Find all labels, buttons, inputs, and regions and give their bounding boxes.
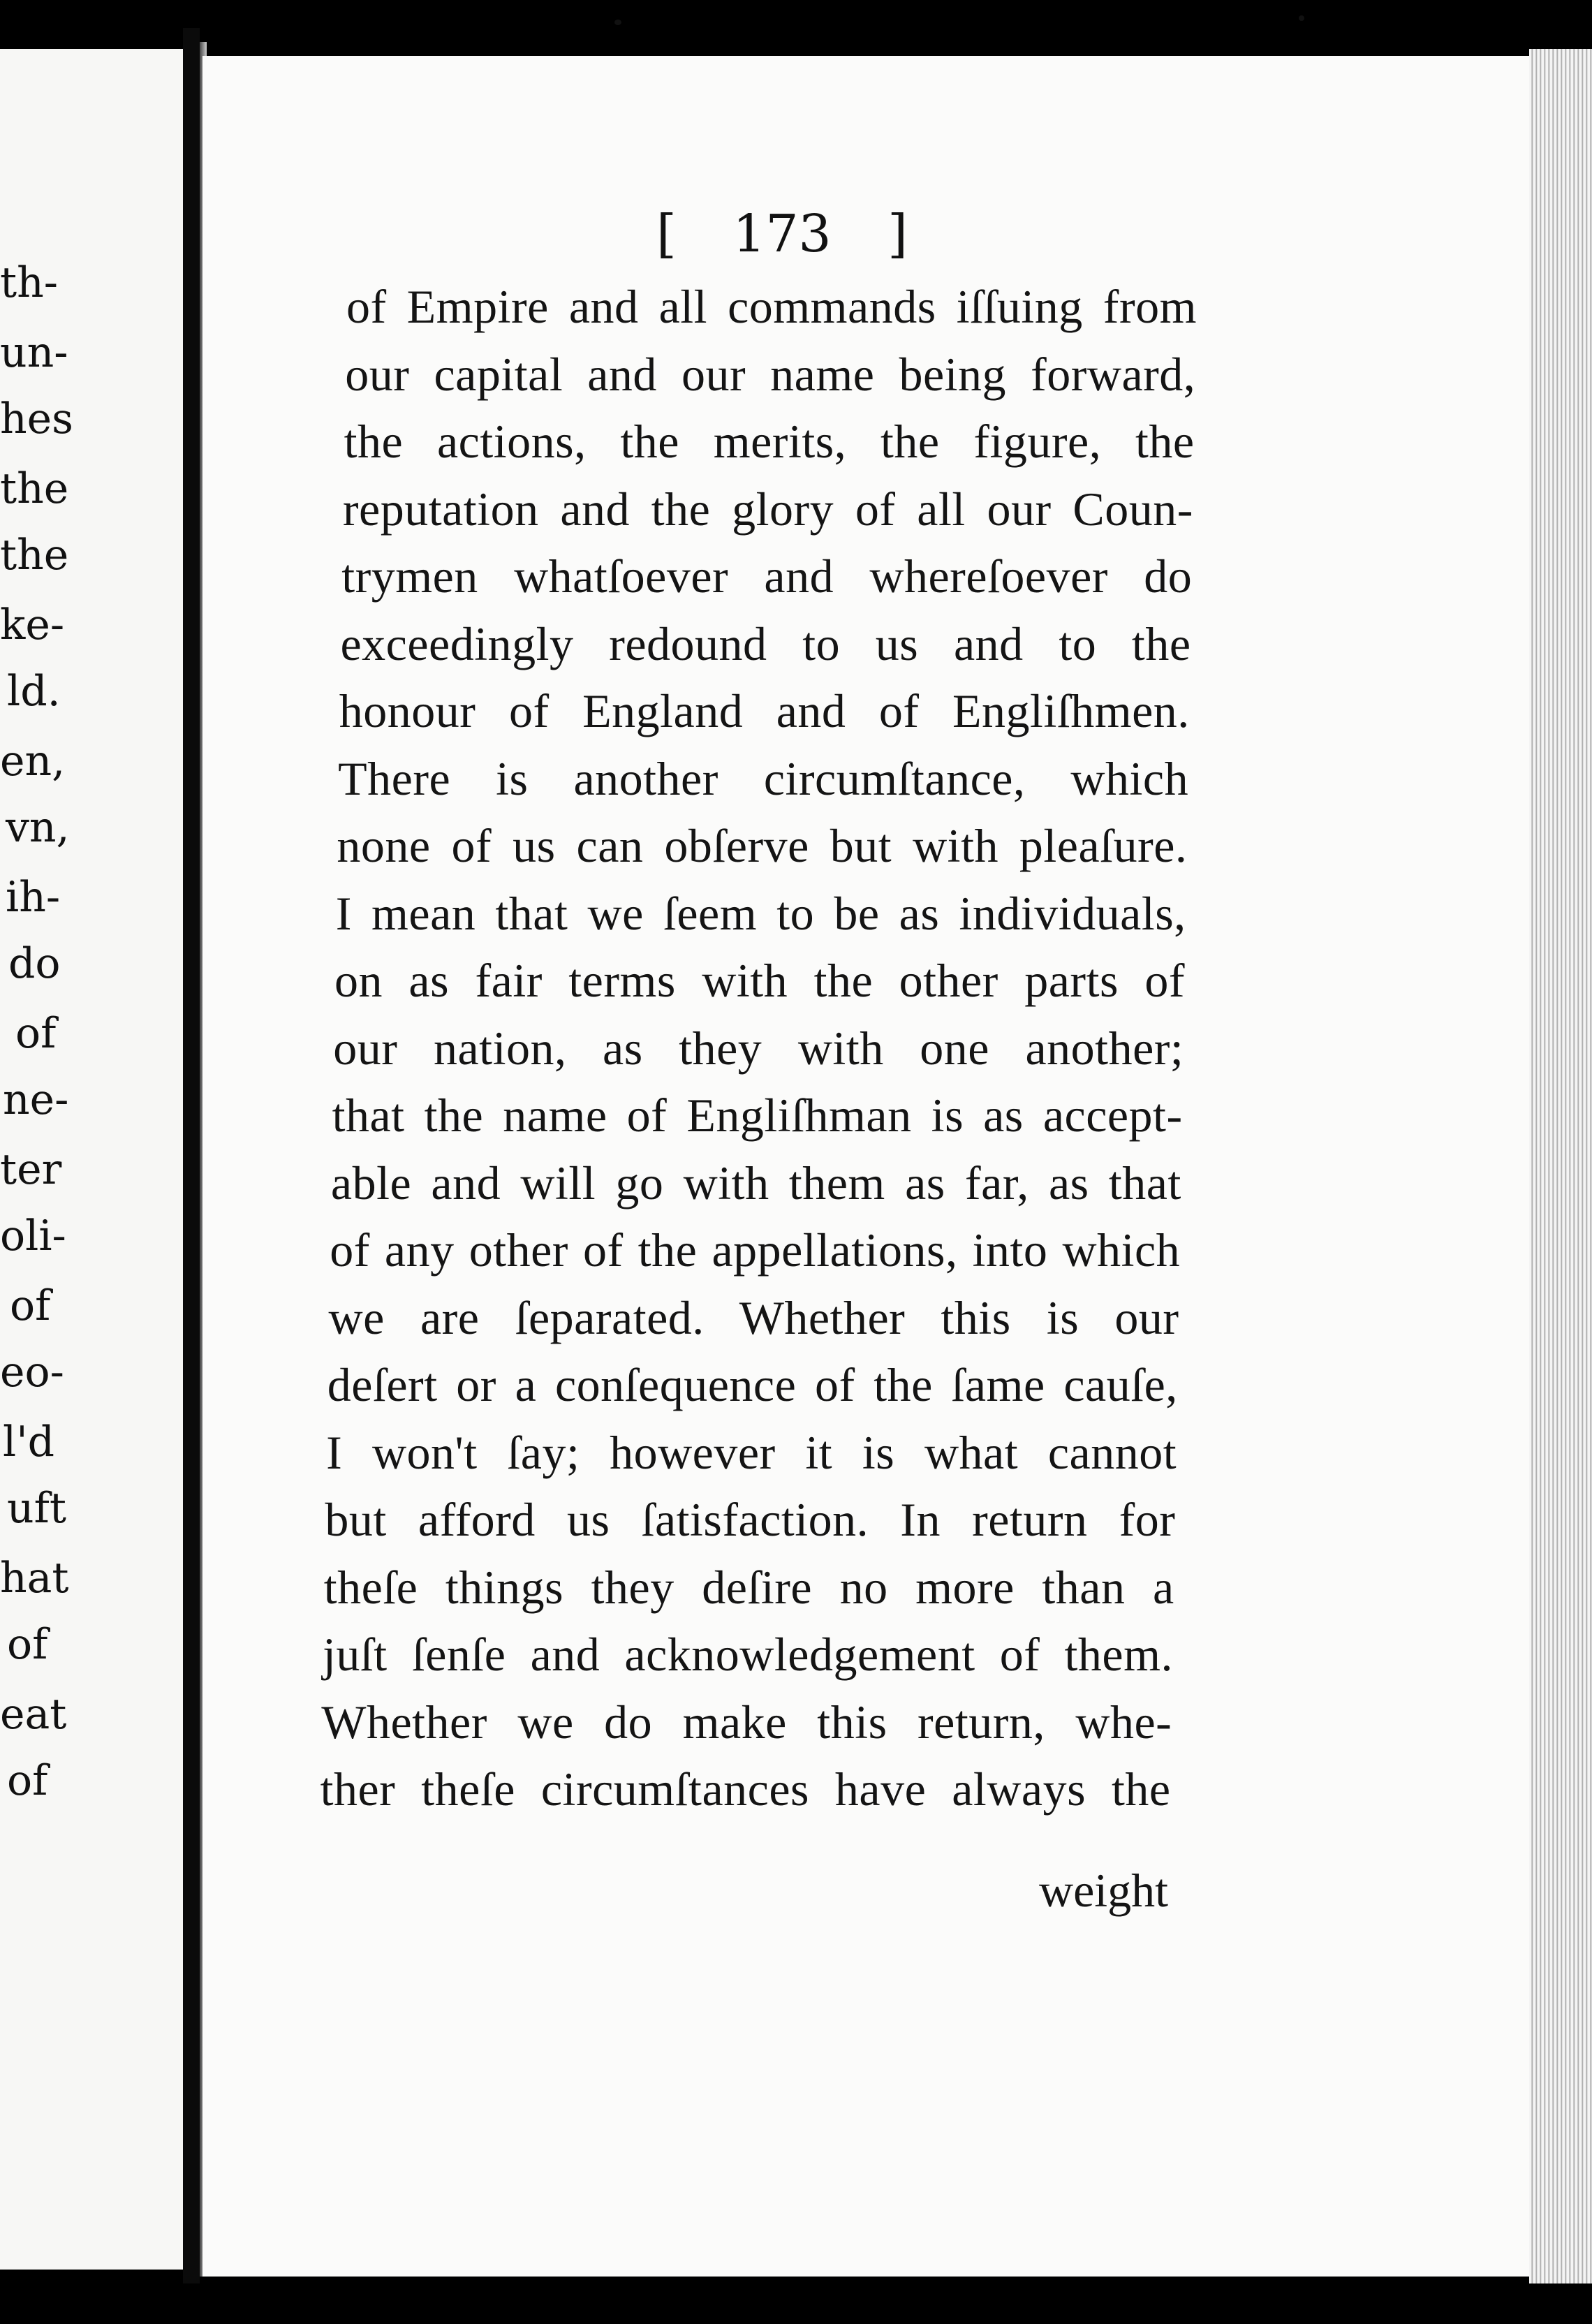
left-page-fragment: eat xyxy=(0,1690,67,1739)
text-line: but afford us ſatisfaction. In return for xyxy=(325,1493,1176,1546)
text-line: the actions, the merits, the figure, the xyxy=(344,415,1195,468)
left-page-fragment: do xyxy=(8,939,61,988)
left-page-fragment: l'd xyxy=(3,1418,55,1466)
text-line: I mean that we ſeem to be as individuals, xyxy=(335,886,1186,940)
text-line: on as fair terms with the other parts of xyxy=(334,954,1185,1007)
left-page-fragment: hes xyxy=(0,395,73,443)
text-line: Whether we do make this return, whe- xyxy=(321,1695,1172,1749)
left-page-fragment: oli- xyxy=(0,1212,66,1260)
bracket-left: [ xyxy=(656,204,677,264)
page-number: 173 xyxy=(732,204,832,264)
text-line: There is another circumſtance, which xyxy=(338,751,1189,805)
text-line: juſt ſenſe and acknowledgement of them. xyxy=(323,1628,1173,1681)
page-edge-strip xyxy=(1529,49,1592,2283)
text-line: none of us can obſerve but with pleaſure. xyxy=(337,819,1188,872)
left-page-fragment: hat xyxy=(0,1554,69,1603)
text-line: honour of England and of Engliſhmen. xyxy=(339,684,1190,737)
gutter xyxy=(183,28,200,2283)
bracket-right: ] xyxy=(887,204,908,264)
text-line: able and will go with them as far, as that xyxy=(330,1156,1181,1209)
text-line: our nation, as they with one another; xyxy=(333,1021,1184,1075)
left-page-fragment: vn, xyxy=(6,803,70,852)
left-page-fragment: the xyxy=(0,464,69,513)
text-line: reputation and the glory of all our Coun- xyxy=(342,482,1193,536)
text-line: of any other of the appellations, into which xyxy=(330,1223,1181,1277)
left-page-fragment: the xyxy=(0,531,69,580)
text-line: our capital and our name being forward, xyxy=(345,347,1196,401)
left-page-fragment: of xyxy=(15,1009,57,1058)
left-page-fragment: of xyxy=(7,1620,48,1669)
text-line: trymen whatſoever and whereſoever do xyxy=(341,550,1193,603)
left-page-fragment: of xyxy=(7,1756,48,1805)
catchword: weight xyxy=(1039,1864,1169,1917)
left-page-fragment: of xyxy=(10,1281,51,1330)
left-page-fragment: un- xyxy=(0,328,68,377)
left-page-fragment: en, xyxy=(0,737,66,786)
speck xyxy=(614,20,621,25)
left-page-fragment: ter xyxy=(0,1145,62,1194)
text-line: that the name of Engliſhman is as accept- xyxy=(332,1089,1183,1142)
left-page-fragment: ke- xyxy=(0,601,65,649)
left-page-fragment: ne- xyxy=(3,1075,69,1124)
text-line: of Empire and all commands iſſuing from xyxy=(346,280,1197,333)
left-page-fragment: ih- xyxy=(6,873,61,922)
text-line: exceedingly redound to us and to the xyxy=(340,617,1191,670)
text-line: I won't ſay; however it is what cannot xyxy=(326,1425,1177,1479)
text-line: theſe things they deſire no more than a xyxy=(323,1560,1174,1614)
left-page-fragment: eo- xyxy=(0,1348,64,1397)
text-line: we are ſeparated. Whether this is our xyxy=(328,1290,1179,1344)
text-line: ther theſe circumſtances have always the xyxy=(320,1763,1171,1816)
page-header xyxy=(656,203,908,265)
left-page-fragment: ld. xyxy=(7,667,61,716)
left-page-fragment: th- xyxy=(0,258,59,307)
left-page-fragment: uft xyxy=(7,1484,66,1533)
left-page xyxy=(0,49,183,2270)
text-line: deſert or a conſequence of the ſame cauſe, xyxy=(327,1358,1178,1411)
speck xyxy=(1299,15,1304,21)
